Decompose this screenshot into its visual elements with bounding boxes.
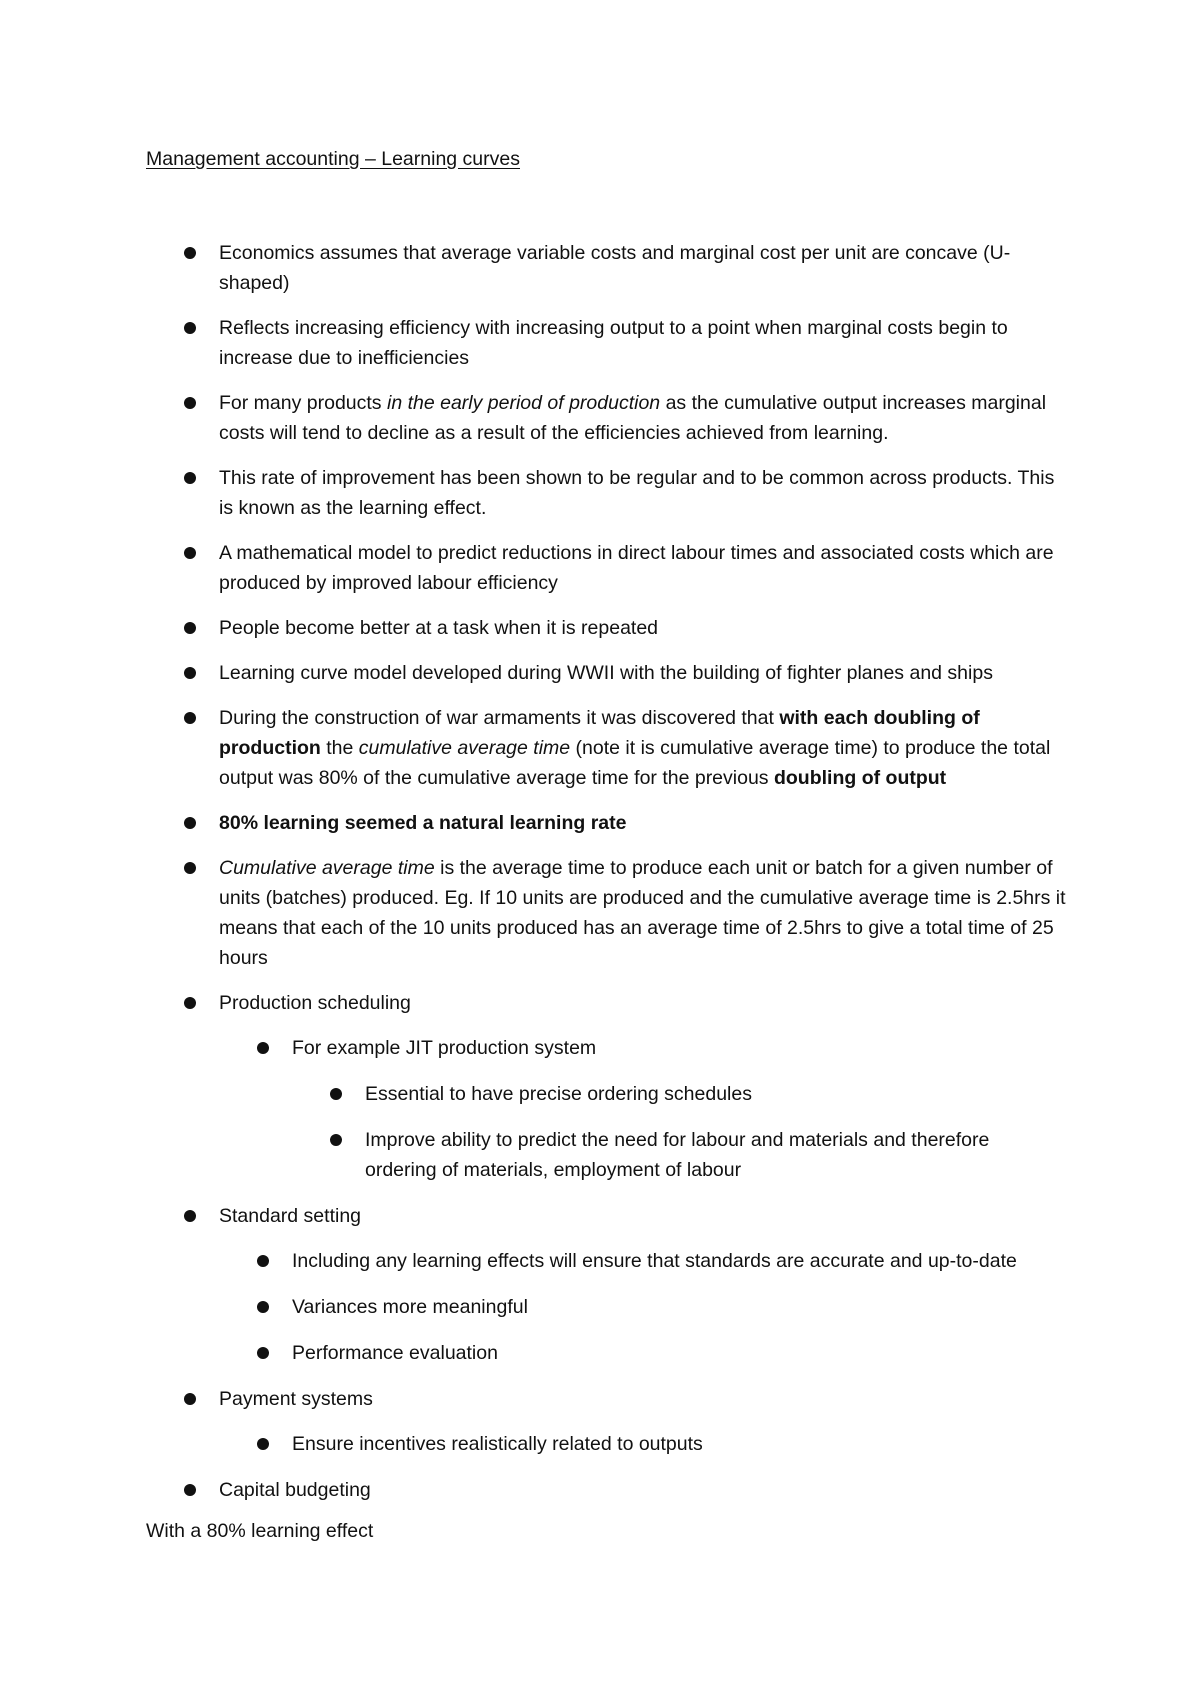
list-item-text: For example JIT production system <box>292 1037 597 1059</box>
bullet-icon <box>257 1438 269 1450</box>
list-item <box>146 808 1066 838</box>
list-item <box>146 613 1066 643</box>
list-item-text: Payment systems <box>219 1388 373 1410</box>
list-item-text: Learning curve model developed during WWII with the building of fighter planes and ships <box>219 662 993 684</box>
sub-list-item <box>146 1429 1066 1459</box>
bullet-icon <box>184 1210 196 1222</box>
sub-sub-list-item <box>146 1079 1066 1109</box>
list-item-text: is the average time to produce each unit or batch for a given number of units (batches) produced. Eg. If 10 units are produced and the cumulative average time is 2.5hrs it means that each of the 10 units produced has an average time of 2.5hrs to give a total time of 25 hours <box>219 857 1066 969</box>
bullet-list <box>146 238 1066 1520</box>
list-item-text: Economics assumes that average variable costs and marginal cost per unit are concave (U-shaped) <box>219 242 1011 294</box>
list-item <box>146 538 1066 598</box>
bullet-icon <box>184 547 196 559</box>
bold-phrase: with each doubling of production <box>219 707 980 759</box>
bullet-icon <box>184 472 196 484</box>
list-item-text: 80% learning seemed a natural learning rate <box>219 812 627 834</box>
list-item-text: Reflects increasing efficiency with increasing output to a point when marginal costs begin to increase due to inefficiencies <box>219 317 1008 369</box>
bullet-icon <box>184 622 196 634</box>
italic-phrase: in the early period of production <box>386 392 661 414</box>
list-item-text: Ensure incentives realistically related to outputs <box>292 1433 703 1455</box>
list-item-text: Capital budgeting <box>219 1479 371 1501</box>
list-item-text: For many products <box>219 392 387 414</box>
list-item <box>146 238 1066 298</box>
sub-list-item <box>146 1033 1066 1063</box>
list-item <box>146 703 1066 793</box>
list-item <box>146 463 1066 523</box>
footer-text: With a 80% learning effect <box>146 1520 374 1542</box>
bullet-icon <box>184 1393 196 1405</box>
list-item-text: A mathematical model to predict reductions in direct labour times and associated costs which are produced by improved labour efficiency <box>219 542 1054 594</box>
list-item-text: as the cumulative output increases marginal costs will tend to decline as a result of the efficiencies achieved from learning. <box>219 392 1047 444</box>
bullet-icon <box>184 667 196 679</box>
document-title: Management accounting – Learning curves <box>146 148 520 170</box>
list-item <box>146 658 1066 688</box>
list-item-text: the <box>320 737 359 759</box>
list-item-text: Essential to have precise ordering schedules <box>365 1083 752 1105</box>
sub-list-item <box>146 1246 1066 1276</box>
bullet-icon <box>184 862 196 874</box>
bullet-icon <box>257 1255 269 1267</box>
list-item-text: Including any learning effects will ensure that standards are accurate and up-to-date <box>292 1250 1017 1272</box>
bullet-icon <box>184 397 196 409</box>
bullet-icon <box>184 1484 196 1496</box>
bullet-icon <box>257 1347 269 1359</box>
list-item <box>146 388 1066 448</box>
bullet-icon <box>184 322 196 334</box>
list-item-text: (note it is cumulative average time) to produce the total output was 80% of the cumulative average time for the previous <box>219 737 1051 789</box>
list-item <box>146 988 1066 1018</box>
bullet-icon <box>330 1088 342 1100</box>
list-item-text: Improve ability to predict the need for labour and materials and therefore ordering of materials, employment of labour <box>365 1129 990 1181</box>
bold-phrase: doubling of output <box>773 767 947 789</box>
list-item <box>146 853 1066 973</box>
list-item <box>146 313 1066 373</box>
italic-phrase: cumulative average time <box>358 737 571 759</box>
list-item-text: Variances more meaningful <box>292 1296 528 1318</box>
sub-list-item <box>146 1292 1066 1322</box>
list-item-text: Performance evaluation <box>292 1342 498 1364</box>
list-item-text: People become better at a task when it is repeated <box>219 617 659 639</box>
bullet-icon <box>184 997 196 1009</box>
bullet-icon <box>257 1301 269 1313</box>
sub-sub-list-item <box>146 1125 1066 1185</box>
bullet-icon <box>184 247 196 259</box>
bullet-icon <box>257 1042 269 1054</box>
sub-list-item <box>146 1338 1066 1368</box>
bullet-icon <box>184 712 196 724</box>
italic-phrase: Cumulative average time <box>219 857 435 879</box>
bullet-icon <box>184 817 196 829</box>
list-item-text: This rate of improvement has been shown to be regular and to be common across products. This is known as the learning effect. <box>219 467 1055 519</box>
list-item <box>146 1384 1066 1414</box>
list-item-text: Standard setting <box>219 1205 362 1227</box>
bullet-icon <box>330 1134 342 1146</box>
list-item <box>146 1201 1066 1231</box>
list-item-text: During the construction of war armaments it was discovered that <box>219 707 780 729</box>
list-item-text: Production scheduling <box>219 992 411 1014</box>
list-item <box>146 1475 1066 1505</box>
